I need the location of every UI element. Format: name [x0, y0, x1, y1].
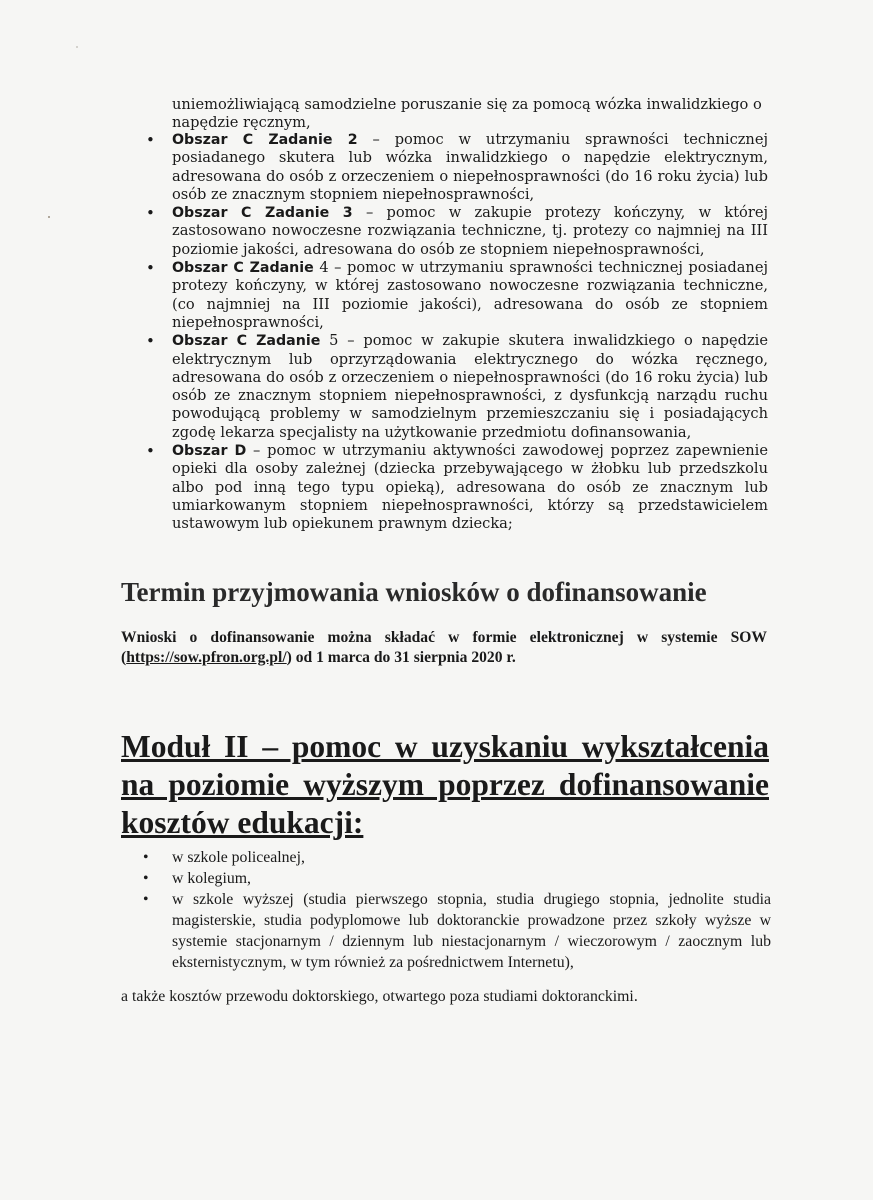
- item-text: 4 – pomoc w utrzymaniu sprawności technicznej posiadanej protezy kończyny, w której zastosowano nowoczesne rozwiązania techniczne, (co najmniej na III poziomie jakości), adresowana do osób ze stopniem niepełnosprawności,: [172, 259, 768, 331]
- list-item: [146, 442, 768, 533]
- item-text: 5 – pomoc w zakupie skutera inwalidzkiego o napędzie elektrycznym lub oprzyrządowania elektrycznego do wózka ręcznego, adresowana do osób z orzeczeniem o niepełnosprawności (do 16 roku życia) lub osób ze znacznym stopniem niepełnosprawności, z dysfunkcją narządu ruchu powodującą problemy w samodzielnym przemieszczaniu się i posiadających zgodę lekarza specjalisty na użytkowanie przedmiotu dofinansowania,: [172, 332, 768, 441]
- item-keyword: Obszar C Zadanie 3: [172, 205, 353, 222]
- obszar-list: [146, 131, 768, 534]
- sow-link[interactable]: https://sow.pfron.org.pl/: [126, 649, 287, 666]
- list-item: [146, 204, 768, 259]
- item-keyword: Obszar C Zadanie: [172, 333, 321, 350]
- termin-text-after: ) od 1 marca do 31 sierpnia 2020 r.: [286, 649, 516, 666]
- termin-heading: Termin przyjmowania wniosków o dofinansowanie: [121, 577, 707, 607]
- termin-text-before: Wnioski o dofinansowanie można składać w formie elektronicznej w systemie SOW (: [121, 629, 767, 666]
- scan-speck: [76, 46, 78, 48]
- item-keyword: Obszar C Zadanie: [172, 260, 314, 277]
- final-paragraph: a także kosztów przewodu doktorskiego, otwartego poza studiami doktoranckimi.: [121, 988, 638, 1005]
- list-item: • w szkole policealnej,: [143, 847, 771, 868]
- item-text: – pomoc w utrzymaniu aktywności zawodowej poprzez zapewnienie opieki dla osoby zależnej (dziecka przebywającego w żłobku lub przedszkolu albo pod inną tego typu opieką), adresowana do osób ze znacznym lub umiarkowanym stopniem niepełnosprawności, którzy są przedstawicielem ustawowym lub opiekunem prawnym dziecka;: [172, 442, 768, 533]
- item-keyword: Obszar C Zadanie 2: [172, 132, 358, 148]
- continuation-text: uniemożliwiającą samodzielne poruszanie się za pomocą wózka inwalidzkiego o napędzie ręcznym,: [172, 96, 762, 131]
- list-item: [146, 259, 768, 332]
- item-text: – pomoc w zakupie protezy kończyny, w której zastosowano nowoczesne rozwiązania techniczne, tj. protezy co najmniej na III poziomie jakości, adresowana do osób ze stopniem niepełnosprawności,: [172, 204, 768, 258]
- school-list: [143, 847, 771, 973]
- list-item: [146, 332, 768, 442]
- modul-heading: Moduł II – pomoc w uzyskaniu wykształcenia na poziomie wyższym poprzez dofinansowanie kosztów edukacji:: [121, 729, 769, 840]
- list-item: • w kolegium,: [143, 868, 771, 889]
- list-item: [146, 131, 768, 204]
- item-keyword: Obszar D: [172, 443, 247, 460]
- scan-speck: [48, 216, 50, 218]
- item-text: – pomoc w utrzymaniu sprawności technicznej posiadanego skutera lub wózka inwalidzkiego o napędzie elektrycznym, adresowana do osób z orzeczeniem o niepełnosprawności (do 16 roku życia) lub osób ze znacznym stopniem niepełnosprawności,: [172, 131, 768, 203]
- termin-paragraph: [121, 628, 767, 668]
- list-item: • w szkole wyższej (studia pierwszego stopnia, studia drugiego stopnia, jednolite studia magisterskie, studia podyplomowe lub doktoranckie prowadzone przez szkoły wyższe w systemie stacjonarnym / dziennym lub niestacjonarnym / wieczorowym / zaocznym lub eksternistycznym, w tym również za pośrednictwem Internetu),: [143, 889, 771, 973]
